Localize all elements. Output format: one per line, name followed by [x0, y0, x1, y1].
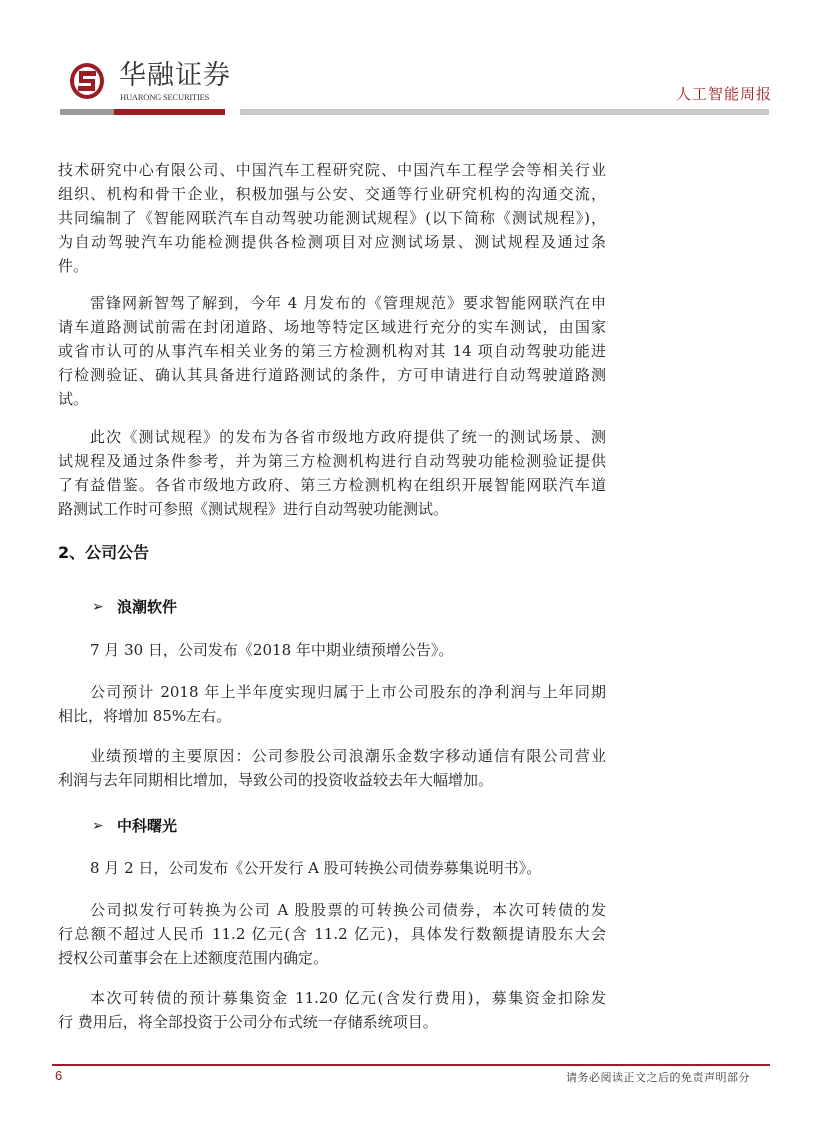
text-line: 雷锋网新智驾了解到，今年 4 月发布的《管理规范》要求智能网联汽在申: [90, 294, 606, 312]
section-heading: 2、公司公告: [58, 543, 150, 562]
text-line: 相比，将增加 85%左右。: [58, 707, 232, 725]
text-line: 行 费用后，将全部投资于公司分布式统一存储系统项目。: [58, 1013, 438, 1031]
text-line: 了有益借鉴。各省市级地方政府、第三方检测机构在组织开展智能网联汽车道: [58, 476, 606, 494]
page-number: 6: [55, 1068, 63, 1083]
text-line: 组织、机构和骨干企业，积极加强与公安、交通等行业研究机构的沟通交流，: [58, 185, 606, 203]
company-heading-sugon: 中科曙光: [117, 817, 178, 835]
text-line: 为自动驾驶汽车功能检测提供各检测项目对应测试场景、测试规程及通过条: [58, 233, 606, 251]
text-line: 或省市认可的从事汽车相关业务的第三方检测机构对其 14 项自动驾驶功能进: [58, 342, 606, 360]
text-line: 试规程及通过条件参考，并为第三方检测机构进行自动驾驶功能检测验证提供: [58, 452, 606, 470]
footer-divider: [52, 1064, 770, 1066]
text-line: 利润与去年同期相比增加，导致公司的投资收益较去年大幅增加。: [58, 771, 494, 789]
text-line: 行检测验证、确认其具备进行道路测试的条件，方可申请进行自动驾驶道路测: [58, 366, 606, 384]
disclaimer-note: 请务必阅读正文之后的免责声明部分: [566, 1071, 750, 1084]
text-line: 路测试工作时可参照《测试规程》进行自动驾驶功能测试。: [58, 500, 449, 518]
text-line: 件。: [58, 257, 89, 275]
text-line: 公司拟发行可转换为公司 A 股股票的可转换公司债券，本次可转债的发: [90, 901, 606, 919]
text-line: 业绩预增的主要原因：公司参股公司浪潮乐金数字移动通信有限公司营业: [90, 747, 606, 765]
text-line: 公司预计 2018 年上半年度实现归属于上市公司股东的净利润与上年同期: [90, 683, 606, 701]
text-line: 请车道路测试前需在封闭道路、场地等特定区域进行充分的实车测试，由国家: [58, 318, 606, 336]
text-line: 本次可转债的预计募集资金 11.20 亿元(含发行费用)，募集资金扣除发: [90, 989, 606, 1007]
text-line: 8 月 2 日，公司发布《公开发行 A 股可转换公司债券募集说明书》。: [90, 859, 542, 877]
text-line: 试。: [58, 390, 89, 408]
company-heading-inspur: 浪潮软件: [117, 598, 178, 616]
bullet-arrow-icon: ➢: [92, 818, 104, 834]
header-bar-long: [240, 109, 769, 115]
brand-name-en: HUARONG SECURITIES: [120, 92, 210, 102]
text-line: 7 月 30 日，公司发布《2018 年中期业绩预增公告》。: [90, 641, 454, 659]
text-line: 行总额不超过人民币 11.2 亿元(含 11.2 亿元)，具体发行数额提请股东大会: [58, 925, 606, 943]
text-line: 技术研究中心有限公司、中国汽车工程研究院、中国汽车工程学会等相关行业: [58, 161, 606, 179]
header-bar-red: [114, 109, 225, 115]
report-type: 人工智能周报: [676, 85, 773, 103]
brand-name-cn: 华融证券: [119, 60, 231, 91]
huarong-logo-icon: [68, 61, 106, 101]
text-line: 授权公司董事会在上述额度范围内确定。: [58, 949, 329, 967]
header-bar-gray: [60, 109, 114, 115]
bullet-arrow-icon: ➢: [92, 599, 104, 615]
text-line: 共同编制了《智能网联汽车自动驾驶功能测试规程》(以下简称《测试规程》)，: [58, 209, 606, 227]
text-line: 此次《测试规程》的发布为各省市级地方政府提供了统一的测试场景、测: [90, 428, 606, 446]
